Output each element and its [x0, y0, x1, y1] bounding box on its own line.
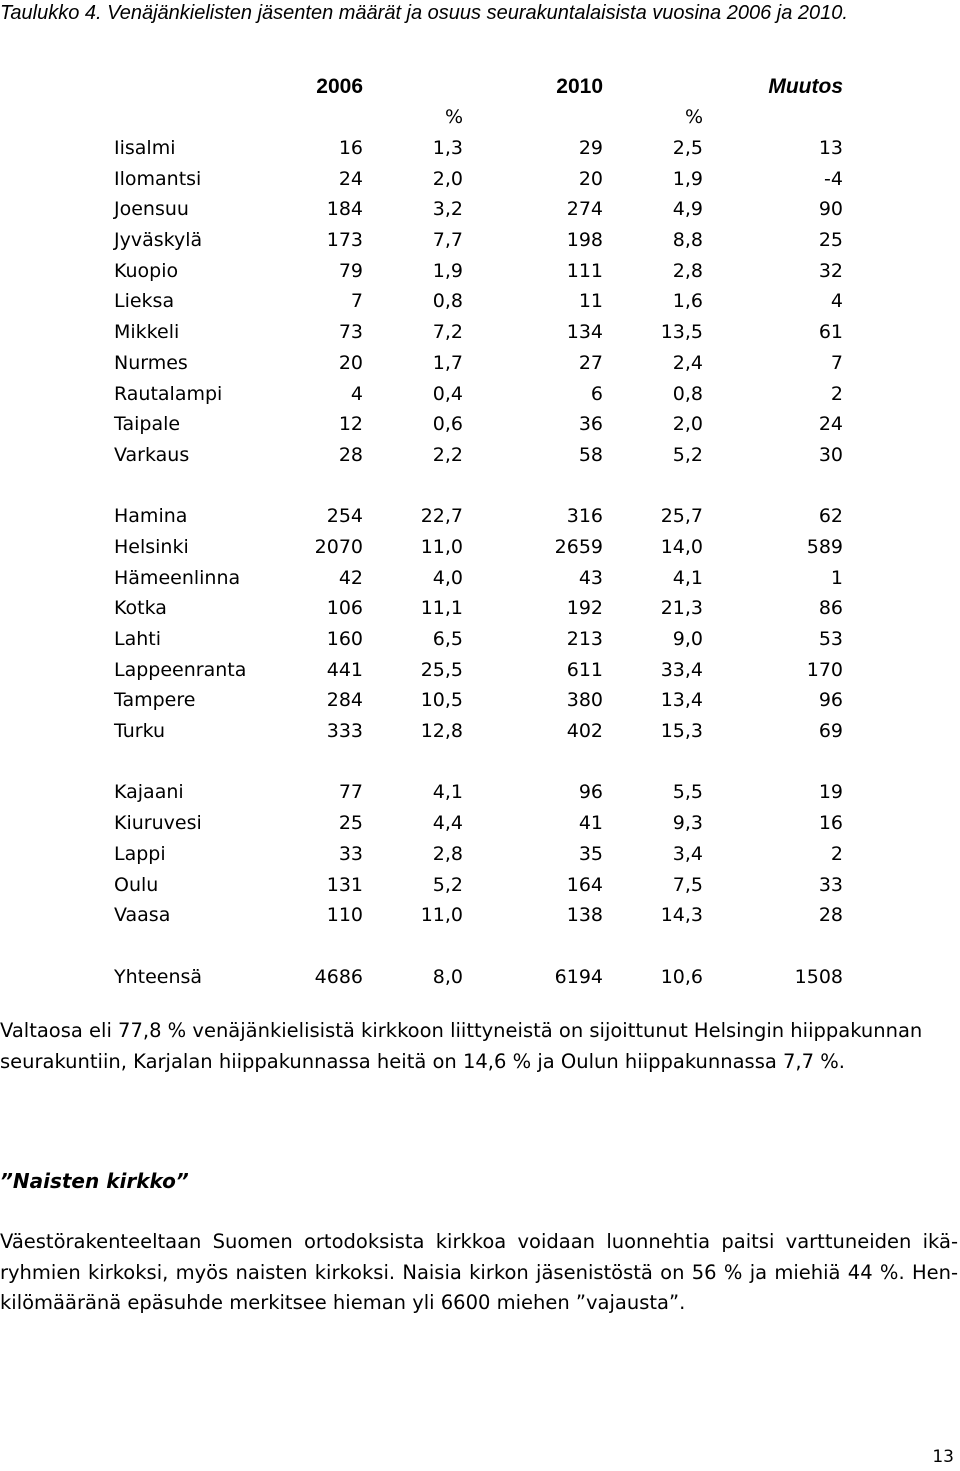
change-cell: 16: [818, 812, 843, 835]
percent-2006-cell: 4,4: [432, 812, 463, 835]
percent-2006-cell: 7,2: [432, 321, 463, 344]
table-row: [114, 563, 846, 594]
table-row: [114, 348, 846, 379]
count-2006-cell: 333: [326, 720, 363, 743]
percent-2010-cell: 0,8: [672, 382, 703, 405]
table-row: [114, 164, 846, 195]
change-cell: 86: [818, 597, 843, 620]
parish-name-cell: Lappi: [114, 842, 166, 865]
parish-name-cell: Mikkeli: [114, 321, 180, 344]
count-2006-cell: 12: [338, 413, 363, 436]
change-cell: 7: [830, 351, 843, 374]
count-2006-cell: 79: [338, 259, 363, 282]
count-2006-cell: 106: [326, 597, 363, 620]
table-row: [114, 317, 846, 348]
percent-2006-cell: 6,5: [432, 628, 463, 650]
count-2010-cell: 274: [566, 198, 603, 221]
header-percent-2006: %: [444, 106, 463, 128]
percent-2010-cell: 15,3: [660, 720, 703, 743]
percent-2006-cell: 12,8: [420, 720, 463, 743]
section-heading: ”Naisten kirkko”: [0, 1169, 189, 1193]
parish-name-cell: Yhteensä: [114, 965, 203, 988]
change-cell: 30: [818, 443, 843, 466]
count-2006-cell: 77: [338, 781, 363, 804]
parish-name-cell: Ilomantsi: [114, 167, 202, 190]
percent-2010-cell: 3,4: [672, 842, 703, 865]
table-row: [114, 870, 846, 901]
count-2006-cell: 20: [338, 351, 363, 374]
count-2010-cell: 164: [566, 873, 603, 896]
percent-2010-cell: 25,7: [660, 505, 703, 528]
parish-name-cell: Helsinki: [114, 535, 189, 558]
count-2010-cell: 2659: [554, 535, 603, 558]
table-row: [114, 900, 846, 931]
percent-2006-cell: 5,2: [432, 873, 463, 896]
percent-2006-cell: 8,0: [432, 965, 463, 988]
members-table: [114, 72, 846, 992]
change-cell: -4: [824, 167, 843, 190]
table-row: [114, 256, 846, 287]
parish-name-cell: Lahti: [114, 628, 161, 650]
header-2006: 2006: [316, 75, 363, 98]
paragraph-line: Valtaosa eli 77,8 % venäjänkielisistä kirkkoon liittyneistä on sijoittunut Helsingin hiippakunnan: [0, 1019, 923, 1042]
change-cell: 61: [818, 321, 843, 344]
count-2006-cell: 28: [338, 443, 363, 466]
table-row: [114, 655, 846, 686]
percent-2010-cell: 4,9: [672, 198, 703, 221]
count-2006-cell: 184: [326, 198, 363, 221]
change-cell: 1: [830, 566, 843, 589]
change-cell: 13: [818, 137, 843, 159]
count-2006-cell: 284: [326, 689, 363, 712]
parish-name-cell: Taipale: [114, 413, 181, 436]
count-2010-cell: 41: [578, 812, 603, 835]
percent-2006-cell: 11,0: [420, 535, 463, 558]
percent-2006-cell: 0,6: [432, 413, 463, 436]
parish-name-cell: Joensuu: [114, 198, 189, 221]
table-row: [114, 593, 846, 624]
count-2010-cell: 402: [566, 720, 603, 743]
change-cell: 4: [830, 290, 843, 313]
percent-2006-cell: 1,3: [432, 137, 463, 159]
change-cell: 32: [818, 259, 843, 282]
paragraph-line: ryhmien kirkoksi, myös naisten kirkoksi. Naisia kirkon jäsenistöstä on 56 % ja miehiä 44 %. Hen-: [0, 1260, 958, 1284]
count-2006-cell: 73: [338, 321, 363, 344]
count-2010-cell: 29: [578, 137, 603, 159]
percent-2006-cell: 0,8: [432, 290, 463, 313]
table-row: [114, 501, 846, 532]
percent-2010-cell: 13,5: [660, 321, 703, 344]
percent-2006-cell: 2,0: [432, 167, 463, 190]
change-cell: 28: [818, 904, 843, 927]
paragraph-line: seurakuntiin, Karjalan hiippakunnassa heitä on 14,6 % ja Oulun hiippakunnassa 7,7 %.: [0, 1049, 845, 1073]
table-row: [114, 808, 846, 839]
percent-2010-cell: 9,0: [672, 628, 703, 650]
paragraph-line: kilömääränä epäsuhde merkitsee hieman yli 6600 miehen ”vajausta”.: [0, 1291, 686, 1314]
table-group-spacer: [114, 747, 846, 778]
count-2010-cell: 58: [578, 443, 603, 466]
table-row: [114, 409, 846, 440]
percent-2006-cell: 0,4: [432, 382, 463, 405]
count-2010-cell: 134: [566, 321, 603, 344]
count-2010-cell: 43: [578, 566, 603, 589]
count-2006-cell: 110: [326, 904, 363, 927]
count-2010-cell: 192: [566, 597, 603, 620]
count-2006-cell: 7: [350, 290, 363, 313]
percent-2010-cell: 8,8: [672, 229, 703, 252]
count-2010-cell: 380: [566, 689, 603, 712]
change-cell: 62: [818, 505, 843, 528]
percent-2010-cell: 1,6: [672, 290, 703, 313]
header-percent-2010: %: [684, 106, 703, 128]
parish-name-cell: Lieksa: [114, 290, 175, 313]
percent-2006-cell: 2,8: [432, 842, 463, 865]
percent-2006-cell: 1,7: [432, 351, 463, 374]
percent-2010-cell: 1,9: [672, 167, 703, 190]
table-body: [114, 133, 846, 992]
parish-name-cell: Kajaani: [114, 781, 184, 804]
change-cell: 25: [818, 229, 843, 252]
percent-2006-cell: 4,0: [432, 566, 463, 589]
count-2006-cell: 4686: [314, 965, 363, 988]
table-row: [114, 685, 846, 716]
percent-2010-cell: 13,4: [660, 689, 703, 712]
percent-2010-cell: 2,4: [672, 351, 703, 374]
percent-2010-cell: 14,0: [660, 535, 703, 558]
count-2010-cell: 27: [578, 351, 603, 374]
count-2010-cell: 213: [566, 628, 603, 650]
parish-name-cell: Jyväskylä: [114, 229, 203, 252]
percent-2006-cell: 4,1: [432, 781, 463, 804]
count-2010-cell: 96: [578, 781, 603, 804]
parish-name-cell: Lappeenranta: [114, 658, 247, 681]
table-row: [114, 532, 846, 563]
change-cell: 96: [818, 689, 843, 712]
percent-2010-cell: 2,0: [672, 413, 703, 436]
percent-2006-cell: 2,2: [432, 443, 463, 466]
change-cell: 33: [818, 873, 843, 896]
percent-2010-cell: 9,3: [672, 812, 703, 835]
count-2010-cell: 111: [566, 259, 603, 282]
table-row: [114, 225, 846, 256]
parish-name-cell: Varkaus: [114, 443, 190, 466]
table-row: [114, 440, 846, 471]
count-2010-cell: 611: [566, 658, 603, 681]
table-row: [114, 286, 846, 317]
percent-2010-cell: 10,6: [660, 965, 703, 988]
count-2010-cell: 20: [578, 167, 603, 190]
count-2010-cell: 198: [566, 229, 603, 252]
paragraph-diocese-distribution: [0, 1016, 960, 1077]
percent-2006-cell: 22,7: [420, 505, 463, 528]
change-cell: 2: [830, 842, 843, 865]
table-percent-header-row: [114, 102, 846, 133]
parish-name-cell: Kotka: [114, 597, 167, 620]
paragraph-womens-church: [0, 1227, 960, 1319]
percent-2010-cell: 5,2: [672, 443, 703, 466]
table-row: [114, 716, 846, 747]
percent-2006-cell: 10,5: [420, 689, 463, 712]
percent-2006-cell: 11,0: [420, 904, 463, 927]
parish-name-cell: Turku: [114, 720, 166, 743]
percent-2010-cell: 21,3: [660, 597, 703, 620]
count-2006-cell: 131: [326, 873, 363, 896]
table-row: [114, 133, 846, 164]
count-2006-cell: 2070: [314, 535, 363, 558]
change-cell: 170: [806, 658, 843, 681]
percent-2006-cell: 25,5: [420, 658, 463, 681]
change-cell: 53: [818, 628, 843, 650]
percent-2010-cell: 2,8: [672, 259, 703, 282]
percent-2006-cell: 1,9: [432, 259, 463, 282]
table-group-spacer: [114, 931, 846, 962]
table-group-spacer: [114, 471, 846, 502]
percent-2010-cell: 4,1: [672, 566, 703, 589]
count-2006-cell: 42: [338, 566, 363, 589]
table-row: [114, 379, 846, 410]
count-2010-cell: 36: [578, 413, 603, 436]
count-2010-cell: 35: [578, 842, 603, 865]
header-change: Muutos: [768, 75, 843, 98]
count-2006-cell: 4: [350, 382, 363, 405]
parish-name-cell: Kiuruvesi: [114, 812, 202, 835]
count-2010-cell: 316: [566, 505, 603, 528]
percent-2010-cell: 14,3: [660, 904, 703, 927]
table-row: [114, 194, 846, 225]
percent-2006-cell: 3,2: [432, 198, 463, 221]
header-2010: 2010: [556, 75, 603, 98]
percent-2010-cell: 7,5: [672, 873, 703, 896]
table-year-header-row: [114, 72, 846, 102]
count-2006-cell: 173: [326, 229, 363, 252]
parish-name-cell: Vaasa: [114, 904, 171, 927]
table-row: [114, 962, 846, 993]
count-2010-cell: 11: [578, 290, 603, 313]
count-2006-cell: 25: [338, 812, 363, 835]
change-cell: 19: [818, 781, 843, 804]
parish-name-cell: Hämeenlinna: [114, 566, 241, 589]
parish-name-cell: Nurmes: [114, 351, 188, 374]
table-row: [114, 624, 846, 655]
parish-name-cell: Kuopio: [114, 259, 179, 282]
count-2006-cell: 33: [338, 842, 363, 865]
table-row: [114, 839, 846, 870]
parish-name-cell: Tampere: [114, 689, 196, 712]
percent-2006-cell: 7,7: [432, 229, 463, 252]
change-cell: 69: [818, 720, 843, 743]
parish-name-cell: Iisalmi: [114, 137, 176, 159]
change-cell: 90: [818, 198, 843, 221]
count-2006-cell: 160: [326, 628, 363, 650]
percent-2010-cell: 2,5: [672, 137, 703, 159]
percent-2010-cell: 5,5: [672, 781, 703, 804]
change-cell: 24: [818, 413, 843, 436]
count-2006-cell: 254: [326, 505, 363, 528]
change-cell: 589: [806, 535, 843, 558]
table-caption: Taulukko 4. Venäjänkielisten jäsenten määrät ja osuus seurakuntalaisista vuosina 2006 ja 2010.: [0, 2, 848, 24]
parish-name-cell: Hamina: [114, 505, 188, 528]
count-2006-cell: 16: [338, 137, 363, 159]
parish-name-cell: Rautalampi: [114, 382, 223, 405]
percent-2006-cell: 11,1: [420, 597, 463, 620]
page-number: 13: [932, 1447, 954, 1467]
change-cell: 1508: [794, 965, 843, 988]
parish-name-cell: Oulu: [114, 873, 159, 896]
change-cell: 2: [830, 382, 843, 405]
table-row: [114, 777, 846, 808]
count-2006-cell: 441: [326, 658, 363, 681]
count-2010-cell: 6194: [554, 965, 603, 988]
percent-2010-cell: 33,4: [660, 658, 703, 681]
paragraph-line: Väestörakenteeltaan Suomen ortodoksista kirkkoa voidaan luonnehtia paitsi varttuneiden ikä-: [0, 1230, 958, 1253]
count-2006-cell: 24: [338, 167, 363, 190]
count-2010-cell: 6: [590, 382, 603, 405]
count-2010-cell: 138: [566, 904, 603, 927]
